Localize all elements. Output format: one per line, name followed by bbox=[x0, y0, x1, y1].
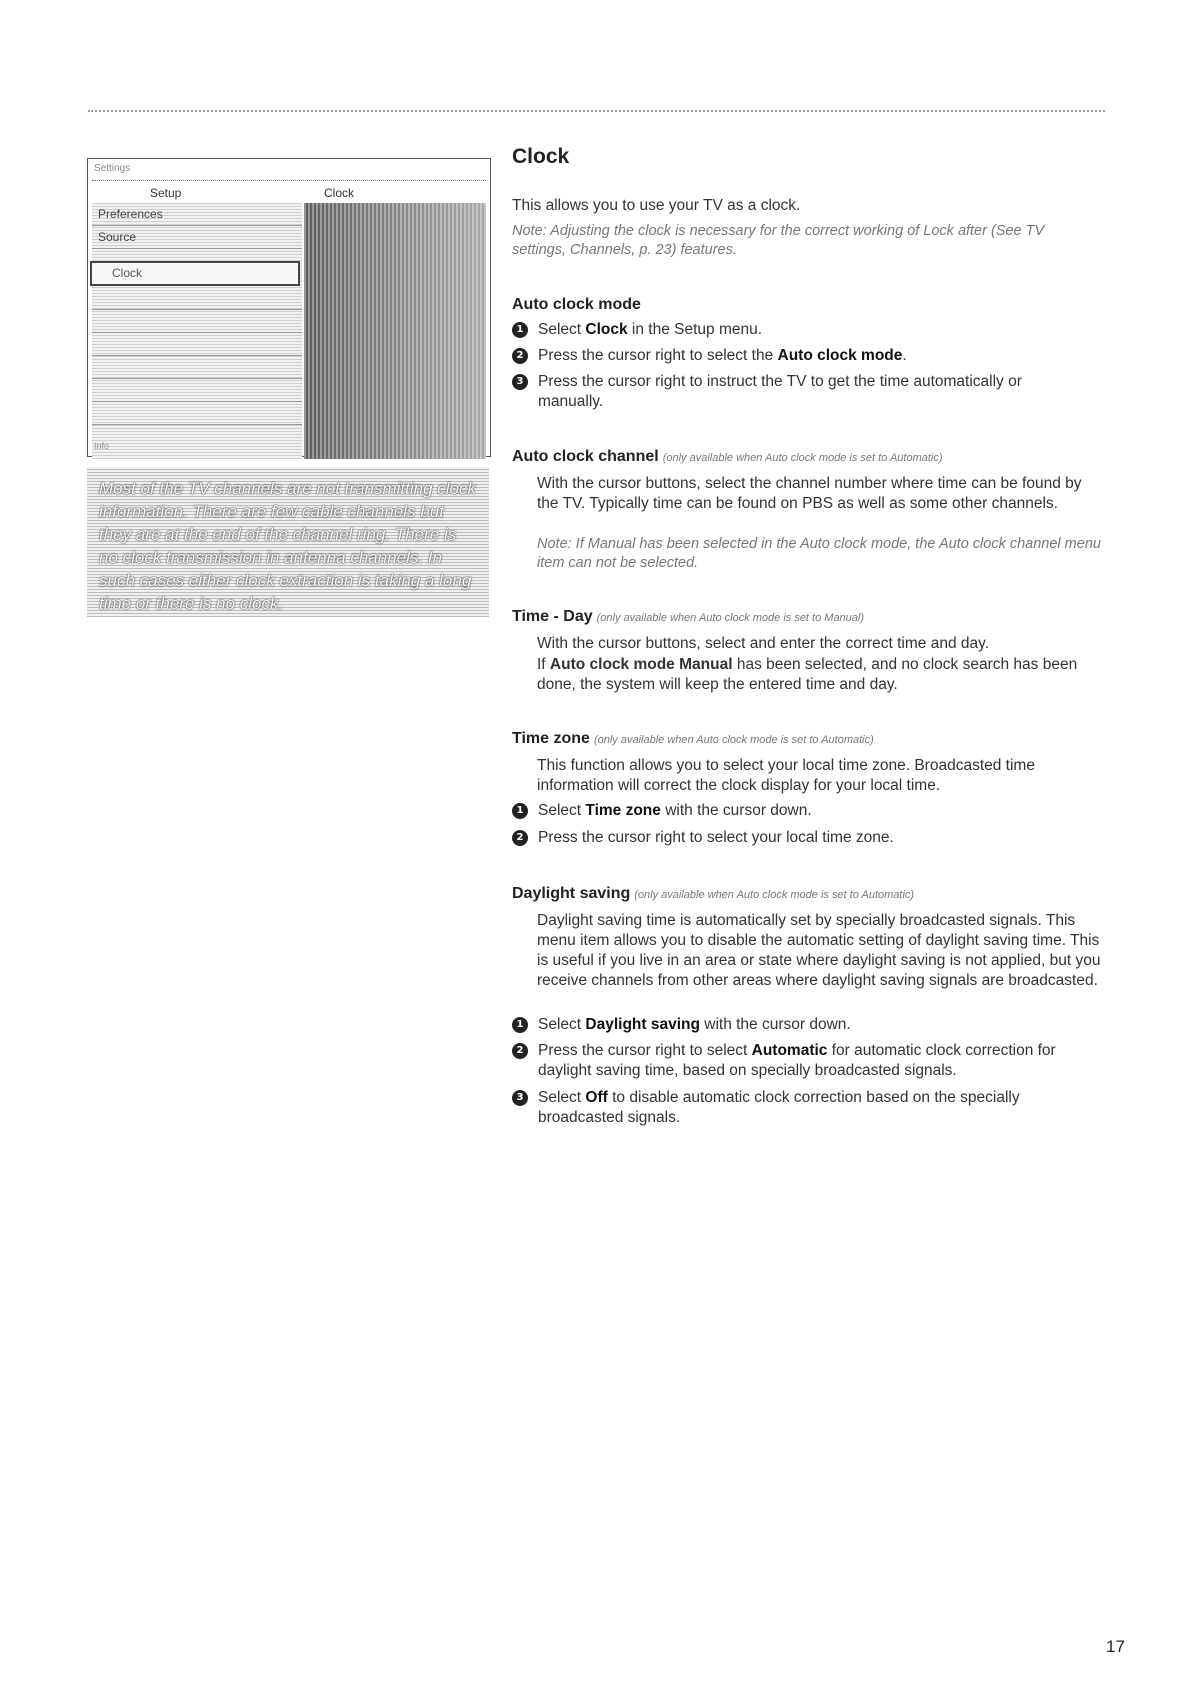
menu-item-clock-selected[interactable]: Clock bbox=[90, 261, 300, 286]
menu-item-source[interactable]: Source bbox=[92, 226, 302, 249]
heading-time-zone: Time zone (only available when Auto clock mode is set to Automatic) bbox=[512, 730, 874, 747]
heading-daylight-saving: Daylight saving (only available when Auto clock mode is set to Automatic) bbox=[512, 885, 915, 902]
heading-auto-clock-channel: Auto clock channel (only available when Auto clock mode is set to Automatic) bbox=[512, 448, 943, 465]
step-number-badge: 1 bbox=[512, 322, 528, 338]
step-number-badge: 2 bbox=[512, 348, 528, 364]
menu-divider bbox=[92, 180, 486, 181]
menu-column-setup: Setup bbox=[150, 186, 182, 200]
menu-item-preferences[interactable]: Preferences bbox=[92, 203, 302, 226]
time-day-body-2: If Auto clock mode Manual has been selected, and no clock search has been done, the system will keep the entered time and day. bbox=[537, 656, 1078, 693]
heading-time-day: Time - Day (only available when Auto clock mode is set to Manual) bbox=[512, 608, 865, 625]
menu-breadcrumb: Settings bbox=[94, 163, 131, 174]
top-dotted-rule bbox=[88, 110, 1105, 112]
step-number-badge: 2 bbox=[512, 830, 528, 846]
auto-channel-body: With the cursor buttons, select the channel number where time can be found by the TV. Typically time can be found on PBS as well as some other channels. bbox=[537, 475, 1082, 512]
menu-right-panel bbox=[304, 203, 486, 459]
help-text: Most of the TV channels are not transmitting clock information. There are few cable channels but they are at the end of the channel ring. There is no clock transmission in antenna channels. In such cases either clock extraction is taking a long time or there is no clock. bbox=[99, 479, 477, 613]
intro-text: This allows you to use your TV as a clock. bbox=[512, 197, 801, 214]
time-zone-body: This function allows you to select your local time zone. Broadcasted time information will correct the clock display for your local time. bbox=[537, 757, 1035, 794]
auto-channel-note: Note: If Manual has been selected in the Auto clock mode, the Auto clock channel menu item can not be selected. bbox=[537, 536, 1101, 571]
menu-item-blank[interactable] bbox=[92, 310, 302, 333]
menu-item-blank[interactable] bbox=[92, 402, 302, 425]
help-text-box bbox=[87, 467, 489, 617]
page-title: Clock bbox=[512, 145, 570, 168]
step-number-badge: 1 bbox=[512, 803, 528, 819]
tv-menu-screenshot bbox=[87, 158, 491, 457]
step-number-badge: 3 bbox=[512, 1090, 528, 1106]
step-number-badge: 1 bbox=[512, 1017, 528, 1033]
menu-item-blank[interactable] bbox=[92, 287, 302, 310]
menu-item-blank[interactable] bbox=[92, 356, 302, 379]
daylight-body: Daylight saving time is automatically set by specially broadcasted signals. This menu item allows you to disable the automatic setting of daylight saving time. This is useful if you live in an area or state where daylight saving is not applied, but you receive channels from other areas where daylight saving signals are broadcasted. bbox=[537, 912, 1101, 989]
page-number: 17 bbox=[1106, 1637, 1125, 1656]
menu-item-blank[interactable] bbox=[92, 379, 302, 402]
menu-info-label: Info bbox=[94, 441, 110, 451]
menu-item-blank[interactable] bbox=[92, 333, 302, 356]
intro-note: Note: Adjusting the clock is necessary for the correct working of Lock after (See TV settings, Channels, p. 23) features. bbox=[512, 223, 1045, 258]
heading-auto-clock-mode: Auto clock mode bbox=[512, 296, 641, 313]
step-number-badge: 3 bbox=[512, 374, 528, 390]
menu-column-clock: Clock bbox=[324, 186, 355, 200]
time-day-body: With the cursor buttons, select and enter the correct time and day. bbox=[537, 635, 990, 652]
step-number-badge: 2 bbox=[512, 1043, 528, 1059]
